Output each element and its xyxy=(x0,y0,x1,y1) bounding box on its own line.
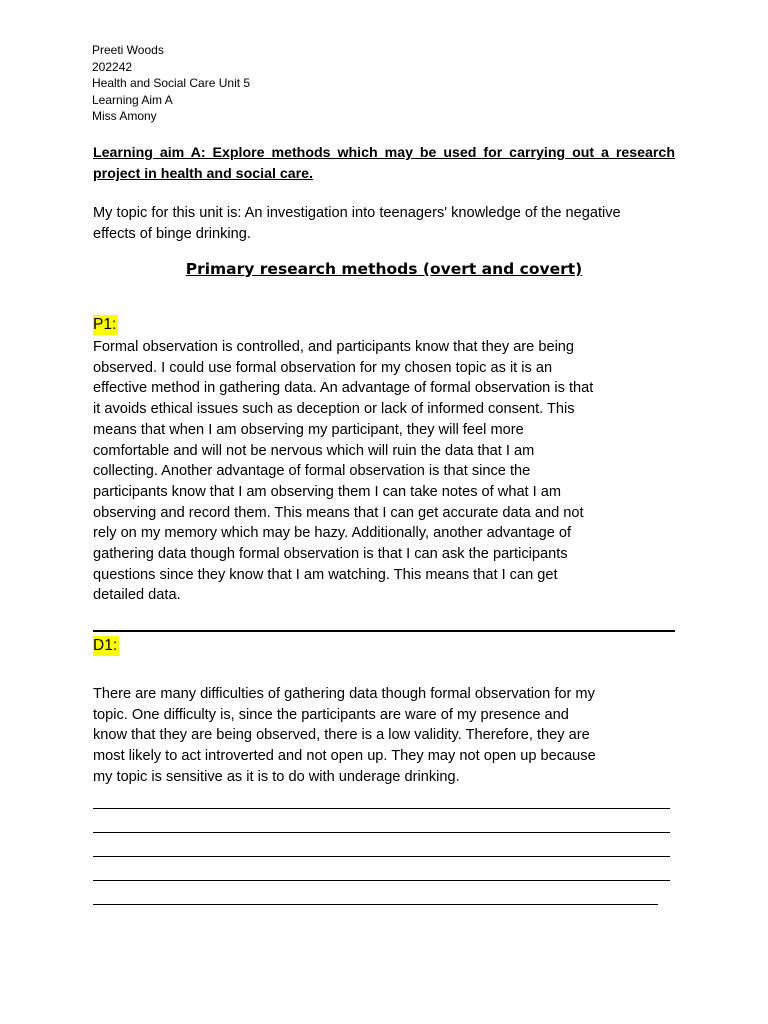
writing-line xyxy=(93,880,670,881)
paragraph-line: effective method in gathering data. An advantage of formal observation is that xyxy=(93,380,594,397)
paragraph-line: collecting. Another advantage of formal observation is that since the xyxy=(93,463,531,480)
paragraph-line: my topic is sensitive as it is to do with underage drinking. xyxy=(93,768,460,785)
paragraph-line: know that they are being observed, there is a low validity. Therefore, they are xyxy=(93,727,590,744)
paragraph-line: observed. I could use formal observation for my chosen topic as it is an xyxy=(93,359,553,376)
writing-line xyxy=(93,856,670,857)
paragraph-line: most likely to act introverted and not open up. They may not open up because xyxy=(93,748,596,765)
paragraph-line: participants know that I am observing them I can take notes of what I am xyxy=(93,483,562,500)
topic-statement: My topic for this unit is: An investigation into teenagers' knowledge of the negative effects of binge drinking. xyxy=(93,205,621,242)
student-id: 202242 xyxy=(92,59,133,74)
section-title: Primary research methods (overt and covert) xyxy=(185,260,583,278)
learning-aim-ref: Learning Aim A xyxy=(92,92,173,107)
p1-paragraph xyxy=(93,337,675,606)
d1-paragraph xyxy=(93,684,675,788)
paragraph-line: gathering data though formal observation is that I can ask the participants xyxy=(93,546,568,563)
section-divider xyxy=(93,630,675,632)
paragraph-line: There are many difficulties of gathering data though formal observation for my xyxy=(93,686,595,702)
paragraph-line: questions since they know that I am watching. This means that I can get xyxy=(93,566,558,583)
learning-aim-heading: Learning aim A: Explore methods which may be used for carrying out a research project in health and social care. xyxy=(93,145,675,182)
writing-line xyxy=(93,832,670,833)
paragraph-line: detailed data. xyxy=(93,587,181,604)
d1-label: D1: xyxy=(93,637,118,654)
paragraph-line: it avoids ethical issues such as deception or lack of informed consent. This xyxy=(93,401,575,418)
paragraph-line: means that when I am observing my participant, they will feel more xyxy=(93,421,524,438)
paragraph-line: topic. One difficulty is, since the participants are ware of my presence and xyxy=(93,706,569,723)
paragraph-line: comfortable and will not be nervous which will ruin the data that I am xyxy=(93,442,535,459)
teacher-name: Miss Amony xyxy=(92,109,157,123)
header-block xyxy=(92,42,250,125)
writing-line xyxy=(93,808,670,809)
writing-line xyxy=(93,904,658,905)
paragraph-line: observing and record them. This means that I can get accurate data and not xyxy=(93,504,584,521)
paragraph-line: Formal observation is controlled, and participants know that they are being xyxy=(93,339,575,355)
paragraph-line: rely on my memory which may be hazy. Additionally, another advantage of xyxy=(93,525,572,542)
course-name: Health and Social Care Unit 5 xyxy=(92,76,251,90)
student-name: Preeti Woods xyxy=(92,43,164,57)
p1-label: P1: xyxy=(93,316,117,333)
